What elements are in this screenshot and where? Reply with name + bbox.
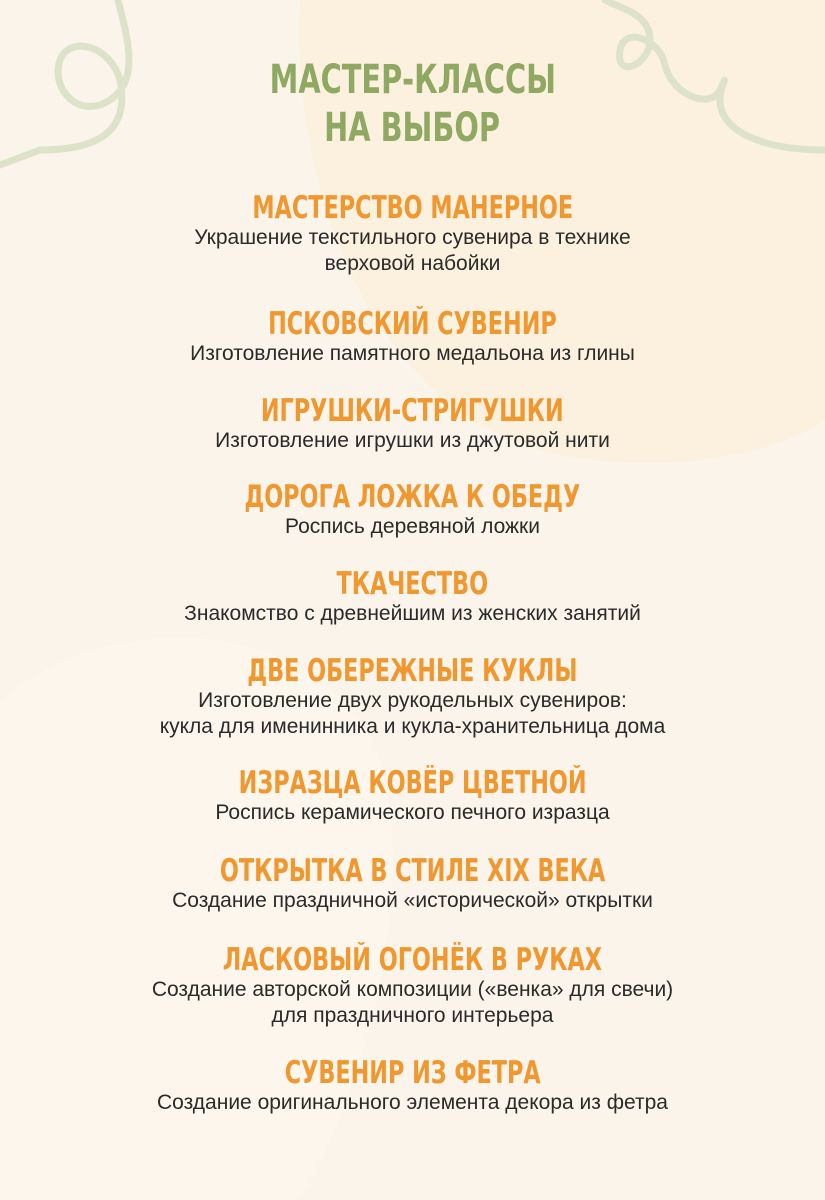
masterclass-description: верховой набойки (324, 252, 501, 275)
heading-text: ДОРОГА ЛОЖКА К ОБЕДУ (244, 479, 581, 515)
masterclass-heading (0, 191, 825, 225)
heading-text: ИГРУШКИ-СТРИГУШКИ (261, 393, 564, 429)
masterclass-description: Роспись деревяной ложки (285, 515, 540, 538)
heading-text: ПСКОВСКИЙ СУВЕНИР (268, 306, 557, 342)
masterclass-description: Украшение текстильного сувенира в технике (194, 226, 631, 249)
masterclass-item (0, 191, 825, 277)
masterclass-item (0, 480, 825, 540)
masterclass-item (0, 307, 825, 367)
masterclass-heading (0, 1056, 825, 1090)
masterclass-description: Создание праздничной «исторической» открытки (172, 889, 653, 912)
masterclass-heading (0, 480, 825, 514)
heading-text: ДВЕ ОБЕРЕЖНЫЕ КУКЛЫ (247, 653, 578, 689)
masterclass-item (0, 766, 825, 826)
masterclass-description: Создание оригинального элемента декора из фетра (157, 1091, 668, 1114)
masterclass-heading (0, 394, 825, 428)
title-line-2: НА ВЫБОР (324, 105, 501, 151)
masterclass-heading (0, 943, 825, 977)
masterclass-item (0, 854, 825, 914)
page-title (0, 56, 825, 152)
masterclass-heading (0, 766, 825, 800)
masterclass-description: Изготовление двух рукодельных сувениров: (198, 689, 627, 712)
masterclass-description: для праздничного интерьера (271, 1004, 554, 1027)
heading-text: ЛАСКОВЫЙ ОГОНЁК В РУКАХ (222, 942, 603, 978)
masterclass-description: Роспись керамического печного изразца (215, 801, 610, 824)
masterclass-item (0, 567, 825, 627)
masterclass-description: Изготовление игрушки из джутовой нити (215, 429, 610, 452)
masterclass-heading (0, 567, 825, 601)
masterclass-heading (0, 307, 825, 341)
masterclass-description: кукла для именинника и кукла-хранительница дома (159, 715, 666, 738)
masterclass-heading (0, 854, 825, 888)
masterclass-item (0, 394, 825, 454)
masterclass-description: Создание авторской композиции («венка» для свечи) (151, 978, 674, 1001)
heading-text: МАСТЕРСТВО МАНЕРНОЕ (252, 190, 573, 226)
heading-text: СУВЕНИР ИЗ ФЕТРА (284, 1055, 541, 1091)
heading-text: ОТКРЫТКА В СТИЛЕ XIX ВЕКА (219, 853, 606, 889)
masterclass-item (0, 1056, 825, 1116)
heading-text: ТКАЧЕСТВО (336, 566, 489, 602)
masterclass-item (0, 943, 825, 1029)
heading-text: ИЗРАЗЦА КОВЁР ЦВЕТНОЙ (238, 765, 587, 801)
masterclass-item (0, 654, 825, 740)
masterclass-description: Знакомство с древнейшим из женских занятий (184, 602, 641, 625)
masterclass-heading (0, 654, 825, 688)
title-line-1: МАСТЕР-КЛАССЫ (269, 57, 556, 103)
masterclass-description: Изготовление памятного медальона из глины (190, 342, 635, 365)
